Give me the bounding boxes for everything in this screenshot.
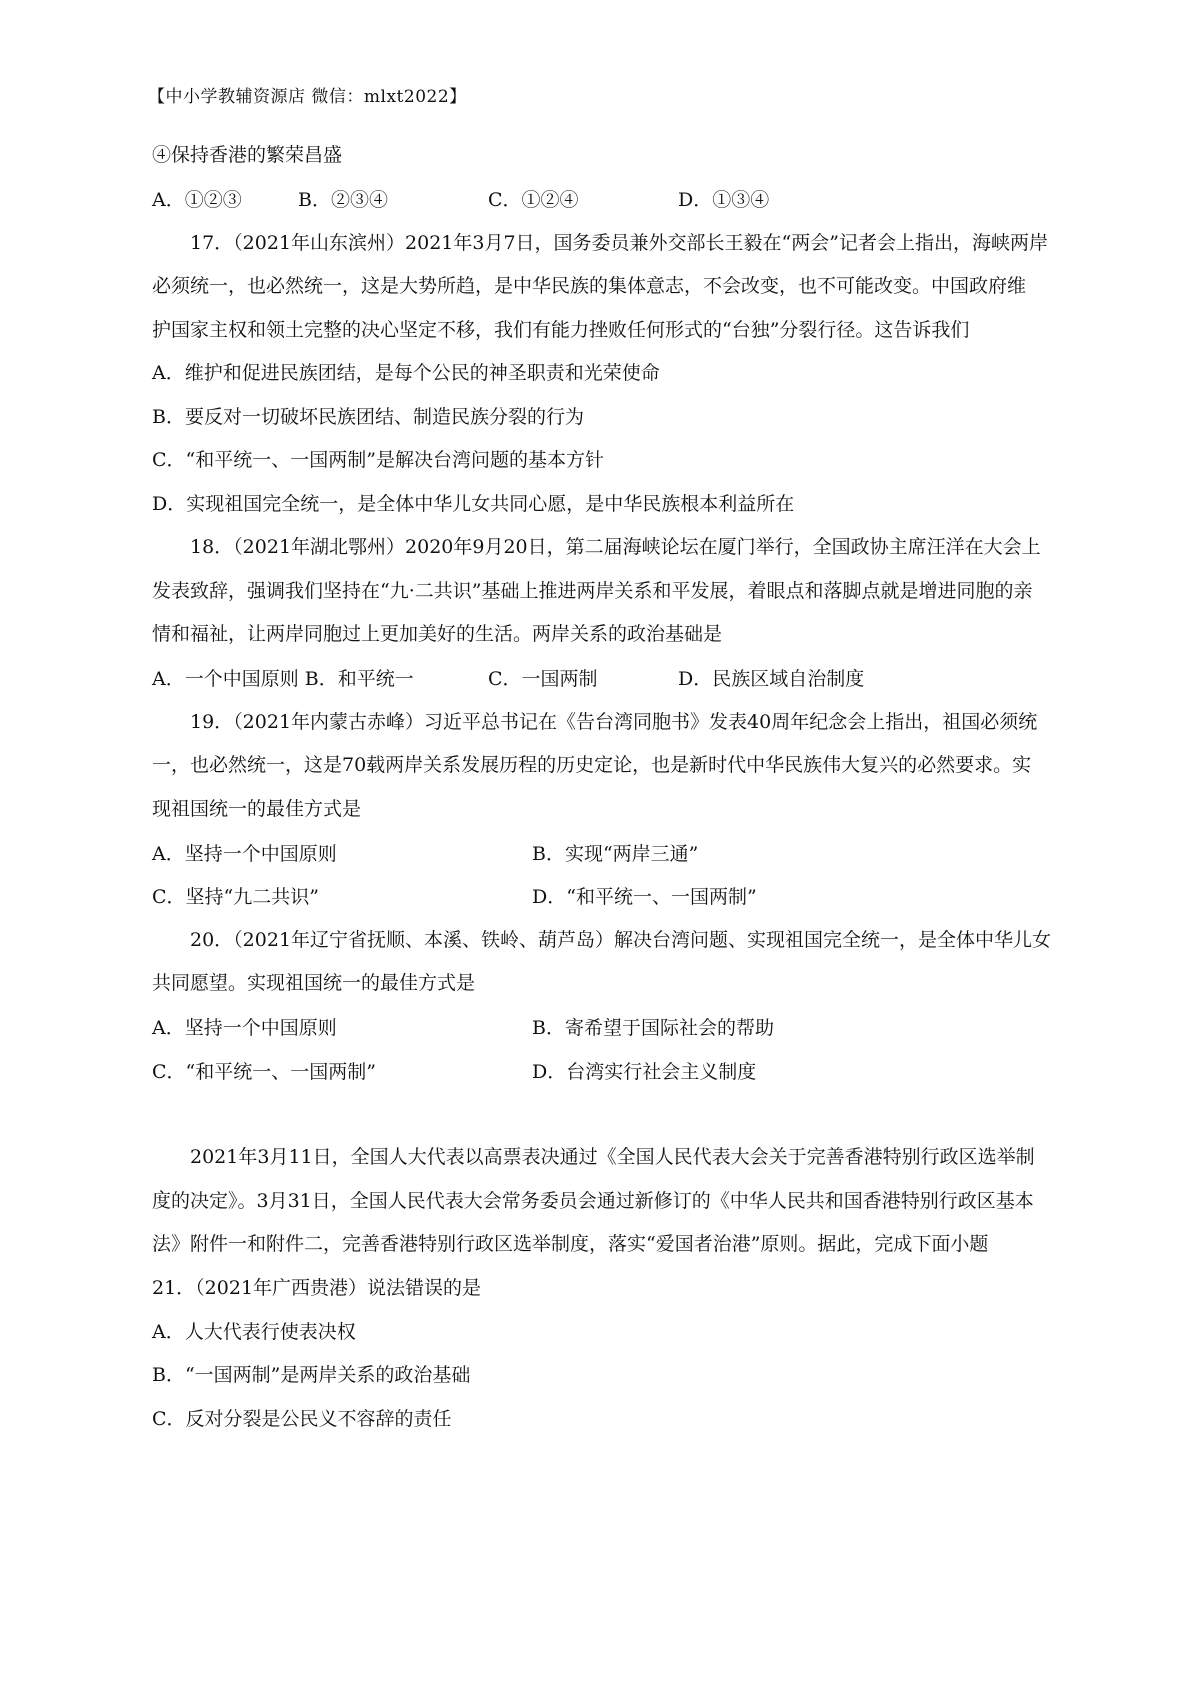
q18-choice-d: D．民族区域自治制度 [678,668,865,690]
q18-stem-line-3: 情和福祉，让两岸同胞过上更加美好的生活。两岸关系的政治基础是 [152,623,723,645]
passage-line-1: 2021年3月11日，全国人大代表以高票表决通过《全国人民代表大会关于完善香港特别行政区选举制 [190,1146,1035,1168]
q19-choice-b: B．实现“两岸三通” [532,843,699,865]
passage-line-3: 法》附件一和附件二，完善香港特别行政区选举制度，落实“爱国者治港”原则。据此，完成下面小题 [152,1233,989,1255]
q18-stem-line-2: 发表致辞，强调我们坚持在“九·二共识”基础上推进两岸关系和平发展，着眼点和落脚点就是增进同胞的亲 [152,580,1033,602]
q19-choice-a: A．坚持一个中国原则 [152,843,337,865]
q18-choice-c: C．一国两制 [488,668,598,690]
q16-choice-d: D．①③④ [678,189,770,211]
q17-choice-b: B．要反对一切破坏民族团结、制造民族分裂的行为 [152,406,584,428]
q21-choice-c: C．反对分裂是公民义不容辞的责任 [152,1408,452,1430]
q16-option-4: ④保持香港的繁荣昌盛 [152,144,343,166]
q18-stem-line-1: 18．（2021年湖北鄂州）2020年9月20日，第二届海峡论坛在厦门举行，全国政协主席汪洋在大会上 [190,536,1041,558]
q20-stem-line-2: 共同愿望。实现祖国统一的最佳方式是 [152,972,476,994]
passage-line-2: 度的决定》。3月31日，全国人民代表大会常务委员会通过新修订的《中华人民共和国香港特别行政区基本 [152,1190,1034,1212]
q17-stem-line-1: 17．（2021年山东滨州）2021年3月7日，国务委员兼外交部长王毅在“两会”记者会上指出，海峡两岸 [190,232,1048,254]
q19-stem-line-2: 一，也必然统一，这是70载两岸关系发展历程的历史定论，也是新时代中华民族伟大复兴的必然要求。实 [152,754,1032,776]
q21-choice-b: B．“一国两制”是两岸关系的政治基础 [152,1364,471,1386]
q20-choices-row-1 [152,1013,912,1040]
q18-choices [152,664,892,691]
page-header-watermark: 【中小学教辅资源店 微信：mlxt2022】 [148,87,467,107]
q19-choices-row-2 [152,882,912,909]
q21-choice-a: A．人大代表行使表决权 [152,1321,356,1343]
q20-choice-b: B．寄希望于国际社会的帮助 [532,1017,774,1039]
q16-choices [152,185,892,212]
q19-stem-line-1: 19．（2021年内蒙古赤峰）习近平总书记在《告台湾同胞书》发表40周年纪念会上指出，祖国必须统 [190,711,1038,733]
q20-choice-d: D．台湾实行社会主义制度 [532,1061,757,1083]
q16-choice-c: C．①②④ [488,189,579,211]
q17-stem-line-2: 必须统一，也必然统一，这是大势所趋，是中华民族的集体意志，不会改变，也不可能改变。中国政府维 [152,275,1027,297]
q17-stem-line-3: 护国家主权和领土完整的决心坚定不移，我们有能力挫败任何形式的“台独”分裂行径。这告诉我们 [152,319,970,341]
q17-choice-d: D．实现祖国完全统一，是全体中华儿女共同心愿，是中华民族根本利益所在 [152,493,795,515]
q19-choices-row-1 [152,839,912,866]
q17-choice-c: C．“和平统一、一国两制”是解决台湾问题的基本方针 [152,449,604,471]
q18-choice-ab: A．一个中国原则 B．和平统一 [152,668,414,690]
q17-choice-a: A．维护和促进民族团结，是每个公民的神圣职责和光荣使命 [152,362,660,384]
q20-choice-c: C．“和平统一、一国两制” [152,1061,376,1083]
q19-choice-c: C．坚持“九二共识” [152,886,319,908]
q19-choice-d: D．“和平统一、一国两制” [532,886,757,908]
q21-stem: 21．（2021年广西贵港）说法错误的是 [152,1277,482,1299]
q20-choice-a: A．坚持一个中国原则 [152,1017,337,1039]
q16-choice-a: A．①②③ [152,189,242,211]
q19-stem-line-3: 现祖国统一的最佳方式是 [152,798,362,820]
q16-choice-b: B．②③④ [298,189,388,211]
q20-choices-row-2 [152,1057,912,1084]
q20-stem-line-1: 20．（2021年辽宁省抚顺、本溪、铁岭、葫芦岛）解决台湾问题、实现祖国完全统一，是全体中华儿女 [190,929,1052,951]
